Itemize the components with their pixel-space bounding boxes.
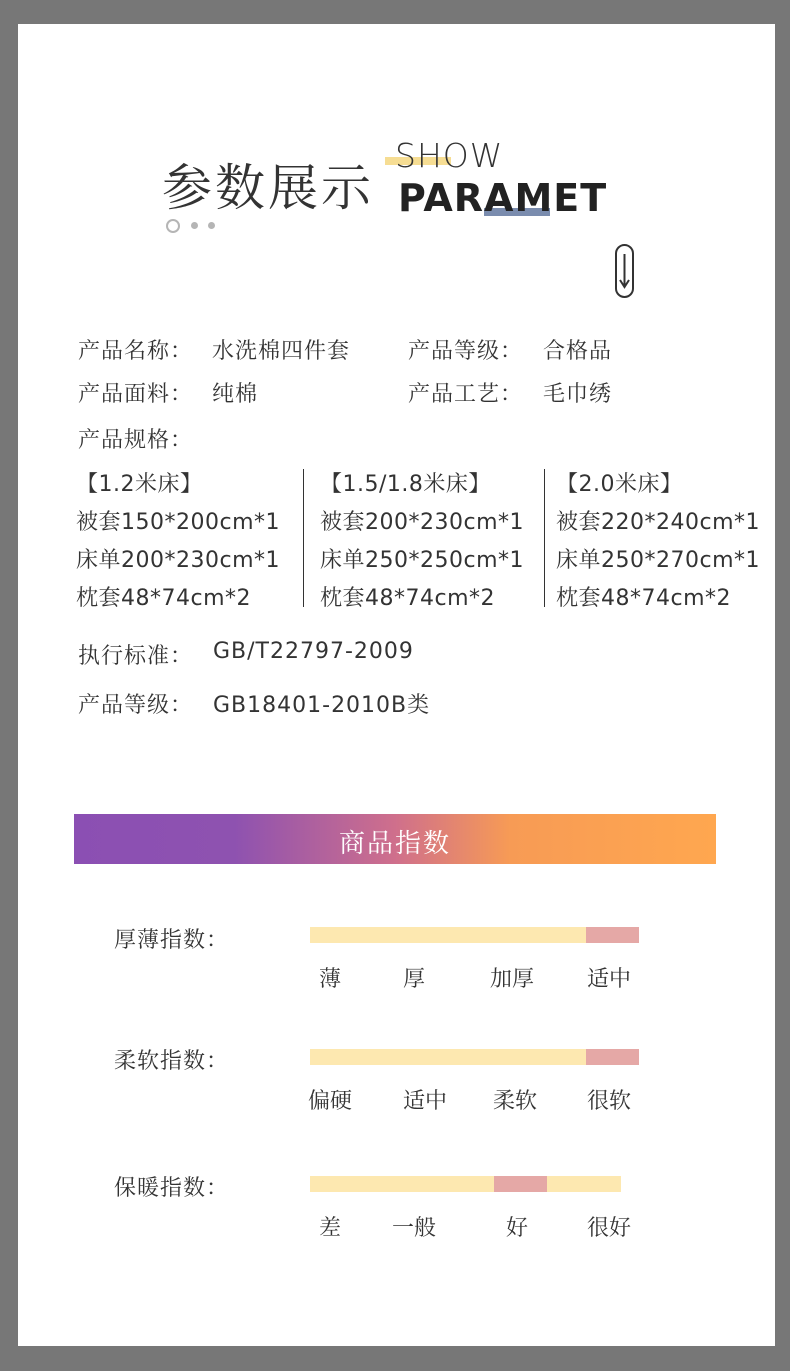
thickness-index-track [310,927,586,943]
index-option: 一般 [391,1216,436,1241]
spec-sheet: 床单250*250cm*1 [320,548,525,573]
spec-pillow: 枕套48*74cm*2 [320,586,496,611]
param-name-value: 水洗棉四件套 [212,339,351,364]
index-option: 很好 [586,1216,631,1241]
softness-index-marker [586,1049,639,1065]
param-grade-value: 合格品 [543,339,613,364]
standard-grade-value: GB18401-2010B类 [213,693,431,718]
standard-exec-label: 执行标准： [78,644,194,669]
index-option: 适中 [402,1089,447,1114]
title-en-show: SHOW [395,136,504,175]
spec-duvet: 被套200*230cm*1 [320,510,525,535]
content-card [18,24,775,1346]
param-material-label: 产品面料： [78,382,194,407]
param-spec-label: 产品规格： [78,428,194,453]
thickness-index-marker [586,927,639,943]
index-option: 好 [505,1216,528,1241]
thickness-index-label: 厚薄指数： [114,928,230,953]
pager-dot-active [166,219,180,233]
index-option: 很软 [586,1089,631,1114]
spec-pillow: 枕套48*74cm*2 [556,586,732,611]
pager-dot [208,222,215,229]
param-name-label: 产品名称： [78,339,194,364]
softness-index-label: 柔软指数： [114,1049,230,1074]
spec-duvet: 被套220*240cm*1 [556,510,761,535]
section-banner-title: 商品指数 [338,829,451,859]
param-craft-value: 毛巾绣 [543,382,613,407]
index-option: 差 [318,1216,341,1241]
index-option: 偏硬 [307,1089,352,1114]
page-title: 参数展示 [162,159,374,217]
spec-sheet: 床单250*270cm*1 [556,548,761,573]
warmth-index-marker [494,1176,547,1192]
scroll-down-icon [615,244,634,298]
index-option: 适中 [586,967,631,992]
title-en-paramet: PARAMET [398,176,608,220]
param-material-value: 纯棉 [212,382,259,407]
warmth-index-track [310,1176,621,1192]
spec-bed-size: 【1.5/1.8米床】 [320,472,491,497]
spec-divider [544,469,545,607]
softness-index-track [310,1049,586,1065]
index-option: 厚 [402,967,425,992]
standard-exec-value: GB/T22797-2009 [213,639,414,664]
spec-bed-size: 【1.2米床】 [76,472,203,497]
index-option: 薄 [318,967,341,992]
standard-grade-label: 产品等级： [78,693,194,718]
param-craft-label: 产品工艺： [408,382,524,407]
spec-duvet: 被套150*200cm*1 [76,510,281,535]
index-option: 柔软 [492,1089,537,1114]
spec-bed-size: 【2.0米床】 [556,472,683,497]
section-banner [74,814,716,864]
spec-pillow: 枕套48*74cm*2 [76,586,252,611]
warmth-index-label: 保暖指数： [114,1176,230,1201]
spec-divider [303,469,304,607]
spec-sheet: 床单200*230cm*1 [76,548,281,573]
index-option: 加厚 [489,967,534,992]
pager-dot [191,222,198,229]
param-grade-label: 产品等级： [408,339,524,364]
